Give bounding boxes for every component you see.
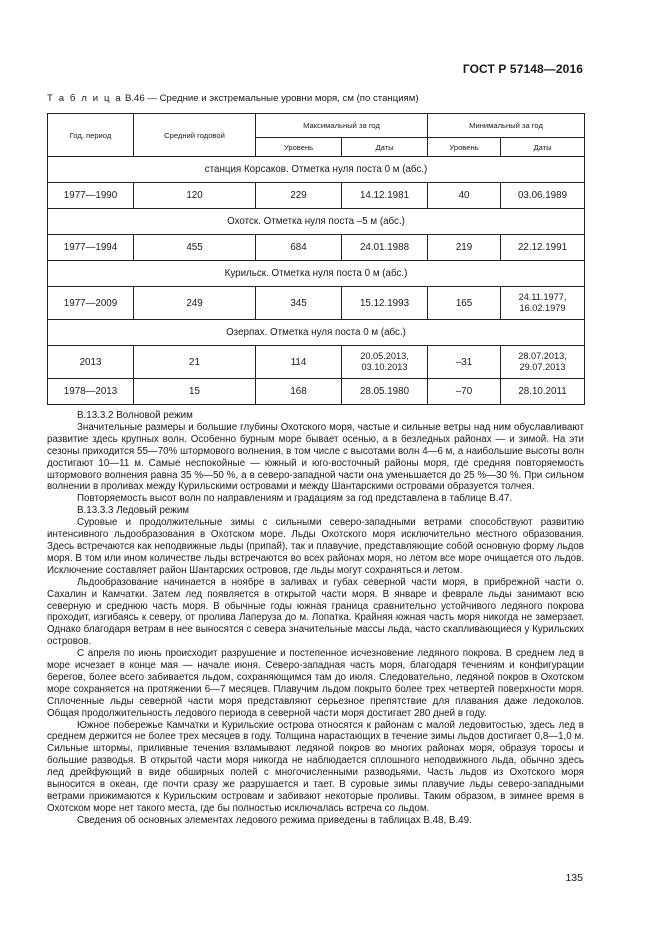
cell-min-level: 165 — [428, 287, 501, 320]
cell-max-dates: 28.05.1980 — [342, 379, 428, 405]
cell-max-dates — [342, 346, 428, 379]
cell-min-dates — [501, 346, 585, 379]
cell-annual: 455 — [134, 235, 256, 261]
date-line: 16.02.1979 — [519, 303, 566, 313]
paragraph: Суровые и продолжительные зимы с сильными северо-западными ветрами способствуют развитию интенсивного льдообразования в Охотском море. Льды Охотского моря исключительно местного образования. Здесь встречаются как неподвижные льды (припай), так и плавучие, представляющие собой основную форму льдов моря. В том или ином количестве льды встречаются во всех районах моря, но летом все море очищается ото льдов. Исключение составляет район Шантарских островов, где льды могут сохраняться и летом. — [47, 517, 584, 576]
table-caption — [47, 93, 419, 104]
table-row — [48, 287, 585, 320]
cell-annual: 21 — [134, 346, 256, 379]
date-line: 29.07.2013 — [519, 362, 566, 372]
cell-period: 1977—1994 — [48, 235, 134, 261]
cell-max-level: 345 — [256, 287, 342, 320]
cell-max-level: 229 — [256, 183, 342, 209]
table-row — [48, 235, 585, 261]
header-max: Максимальный за год — [256, 114, 428, 138]
section-row-okhotsk — [48, 209, 585, 235]
date-line: 24.11.1977, — [518, 292, 567, 302]
paragraph: Льдообразование начинается в ноябре в заливах и губах северной части моря, в прибрежной части о. Сахалин и Камчатки. Затем лед появляется в открытой части моря. В январе и феврале льды занимают всю северную и среднюю часть моря. В обычные годы южная граница сравнительно устойчивого ледяного покрова проходит, изгибаясь к северу, от пролива Лаперуза до м. Лопатка. Крайняя южная часть моря никогда не замерзает. Однако благодаря ветрам в нее выносятся с севера значительные массы льда, часто скапливающиеся у Курильских островов. — [47, 576, 584, 648]
cell-annual: 15 — [134, 379, 256, 405]
cell-annual: 120 — [134, 183, 256, 209]
page-number: 135 — [565, 872, 583, 884]
cell-period: 1978—2013 — [48, 379, 134, 405]
header-max-dates: Даты — [342, 138, 428, 157]
cell-min-level: 40 — [428, 183, 501, 209]
cell-period: 1977—1990 — [48, 183, 134, 209]
cell-min-level: –31 — [428, 346, 501, 379]
table-row — [48, 183, 585, 209]
date-line: 03.10.2013 — [361, 362, 408, 372]
table-header-row — [48, 114, 585, 138]
header-min-dates: Даты — [501, 138, 585, 157]
cell-max-level: 684 — [256, 235, 342, 261]
cell-min-dates: 03.06.1989 — [501, 183, 585, 209]
section-title: Озерпах. Отметка нуля поста 0 м (абс.) — [48, 320, 585, 346]
paragraph: Сведения об основных элементах ледового режима приведены в таблицах В.48, В.49. — [77, 814, 472, 826]
paragraph: Южное побережье Камчатки и Курильские острова относятся к районам с малой ледовитостью, здесь лед в среднем держится не более трех месяцев в году. Толщина нарастающих в течение зимы льдов достигает 0,8—1,0 м. Сильные штормы, приливные течения взламывают ледяной покров во многих районах моря, образуя торосы и большие разводья. В открытой части моря никогда не наблюдается сплошного неподвижного льда, обычно здесь лед дрейфующий в виде обширных полей с многочисленными разводьями. Часть льдов из Охотского моря выносится в океан, где почти сразу же разрушается и тает. В суровые зимы плавучие льды северо-западными ветрами прижимаются к Курильским островам и забивают некоторые проливы. Таким образом, в зимнее время в Охотском море нет такого места, где бы полностью исключалась встреча со льдом. — [47, 719, 584, 814]
table-caption-text: В.46 — Средние и экстремальные уровни моря, см (по станциям) — [124, 93, 419, 104]
header-period: Год, период — [48, 114, 134, 157]
cell-min-dates — [501, 287, 585, 320]
header-min-level: Уровень — [428, 138, 501, 157]
heading-ice-regime: В.13.3.3 Ледовый режим — [77, 505, 190, 517]
cell-max-level: 114 — [256, 346, 342, 379]
table-caption-prefix: Т а б л и ц а — [47, 93, 123, 104]
section-title: станция Корсаков. Отметка нуля поста 0 м (абс.) — [48, 157, 585, 183]
section-row-ozerpakh — [48, 320, 585, 346]
header-min: Минимальный за год — [428, 114, 585, 138]
paragraph: С апреля по июнь происходит разрушение и постепенное исчезновение ледяного покрова. В среднем лед в море исчезает в конце мая — начале июня. Северо-западная часть моря, благодаря течениям и конфигурации берегов, более всего забивается льдом, сохраняющимся там до июля. Следовательно, ледяной покров в Охотском море сохраняется на протяжении 6—7 месяцев. Плавучим льдом покрыто более трех четвертей поверхности моря. Сплоченные льды северной части моря представляют серьезное препятствие для плавания даже ледоколов. Общая продолжительность ледового периода в северной части моря достигает 280 дней в году. — [47, 648, 584, 719]
table-row — [48, 346, 585, 379]
cell-max-level: 168 — [256, 379, 342, 405]
paragraph: Значительные размеры и большие глубины Охотского моря, частые и сильные ветры над ним обуславливают развитие здесь крупных волн. Особенно бурным море бывает осенью, а в безледных районах — и зимой. На эти сезоны приходится 55—70% штормового волнения, в том числе с высотами волн 4—6 м, а наибольшие высоты волн достигают 10—11 м. Самые неспокойные — южный и юго-восточный районы моря, где средняя повторяемость штормового волнения равна 35 %—50 %, а в северо-западной части она уменьшается до 25 %—30 %. При сильном волнении в проливах между Курильскими островами и между Шантарскими островами образуется толчея. — [47, 421, 584, 493]
date-line: 20.05.2013, — [360, 351, 409, 361]
section-row-kurilsk — [48, 261, 585, 287]
section-row-korsakov — [48, 157, 585, 183]
sea-levels-table — [47, 113, 585, 405]
date-line: 28.07.2013, — [518, 351, 567, 361]
paragraph: Повторяемость высот волн по направлениям и градациям за год представлена в таблице В.47. — [77, 493, 513, 505]
cell-max-dates: 24.01.1988 — [342, 235, 428, 261]
cell-period: 2013 — [48, 346, 134, 379]
cell-annual: 249 — [134, 287, 256, 320]
header-max-level: Уровень — [256, 138, 342, 157]
heading-wave-regime: В.13.3.2 Волновой режим — [77, 410, 193, 421]
cell-min-dates: 22.12.1991 — [501, 235, 585, 261]
section-title: Курильск. Отметка нуля поста 0 м (абс.) — [48, 261, 585, 287]
section-title: Охотск. Отметка нуля поста –5 м (абс.) — [48, 209, 585, 235]
cell-period: 1977—2009 — [48, 287, 134, 320]
table-row — [48, 379, 585, 405]
cell-max-dates: 14.12.1981 — [342, 183, 428, 209]
body-text — [47, 410, 584, 827]
cell-min-dates: 28.10.2011 — [501, 379, 585, 405]
header-annual: Средний годовой — [134, 114, 256, 157]
cell-max-dates: 15.12.1993 — [342, 287, 428, 320]
cell-min-level: 219 — [428, 235, 501, 261]
cell-min-level: –70 — [428, 379, 501, 405]
document-code: ГОСТ Р 57148—2016 — [462, 62, 583, 76]
